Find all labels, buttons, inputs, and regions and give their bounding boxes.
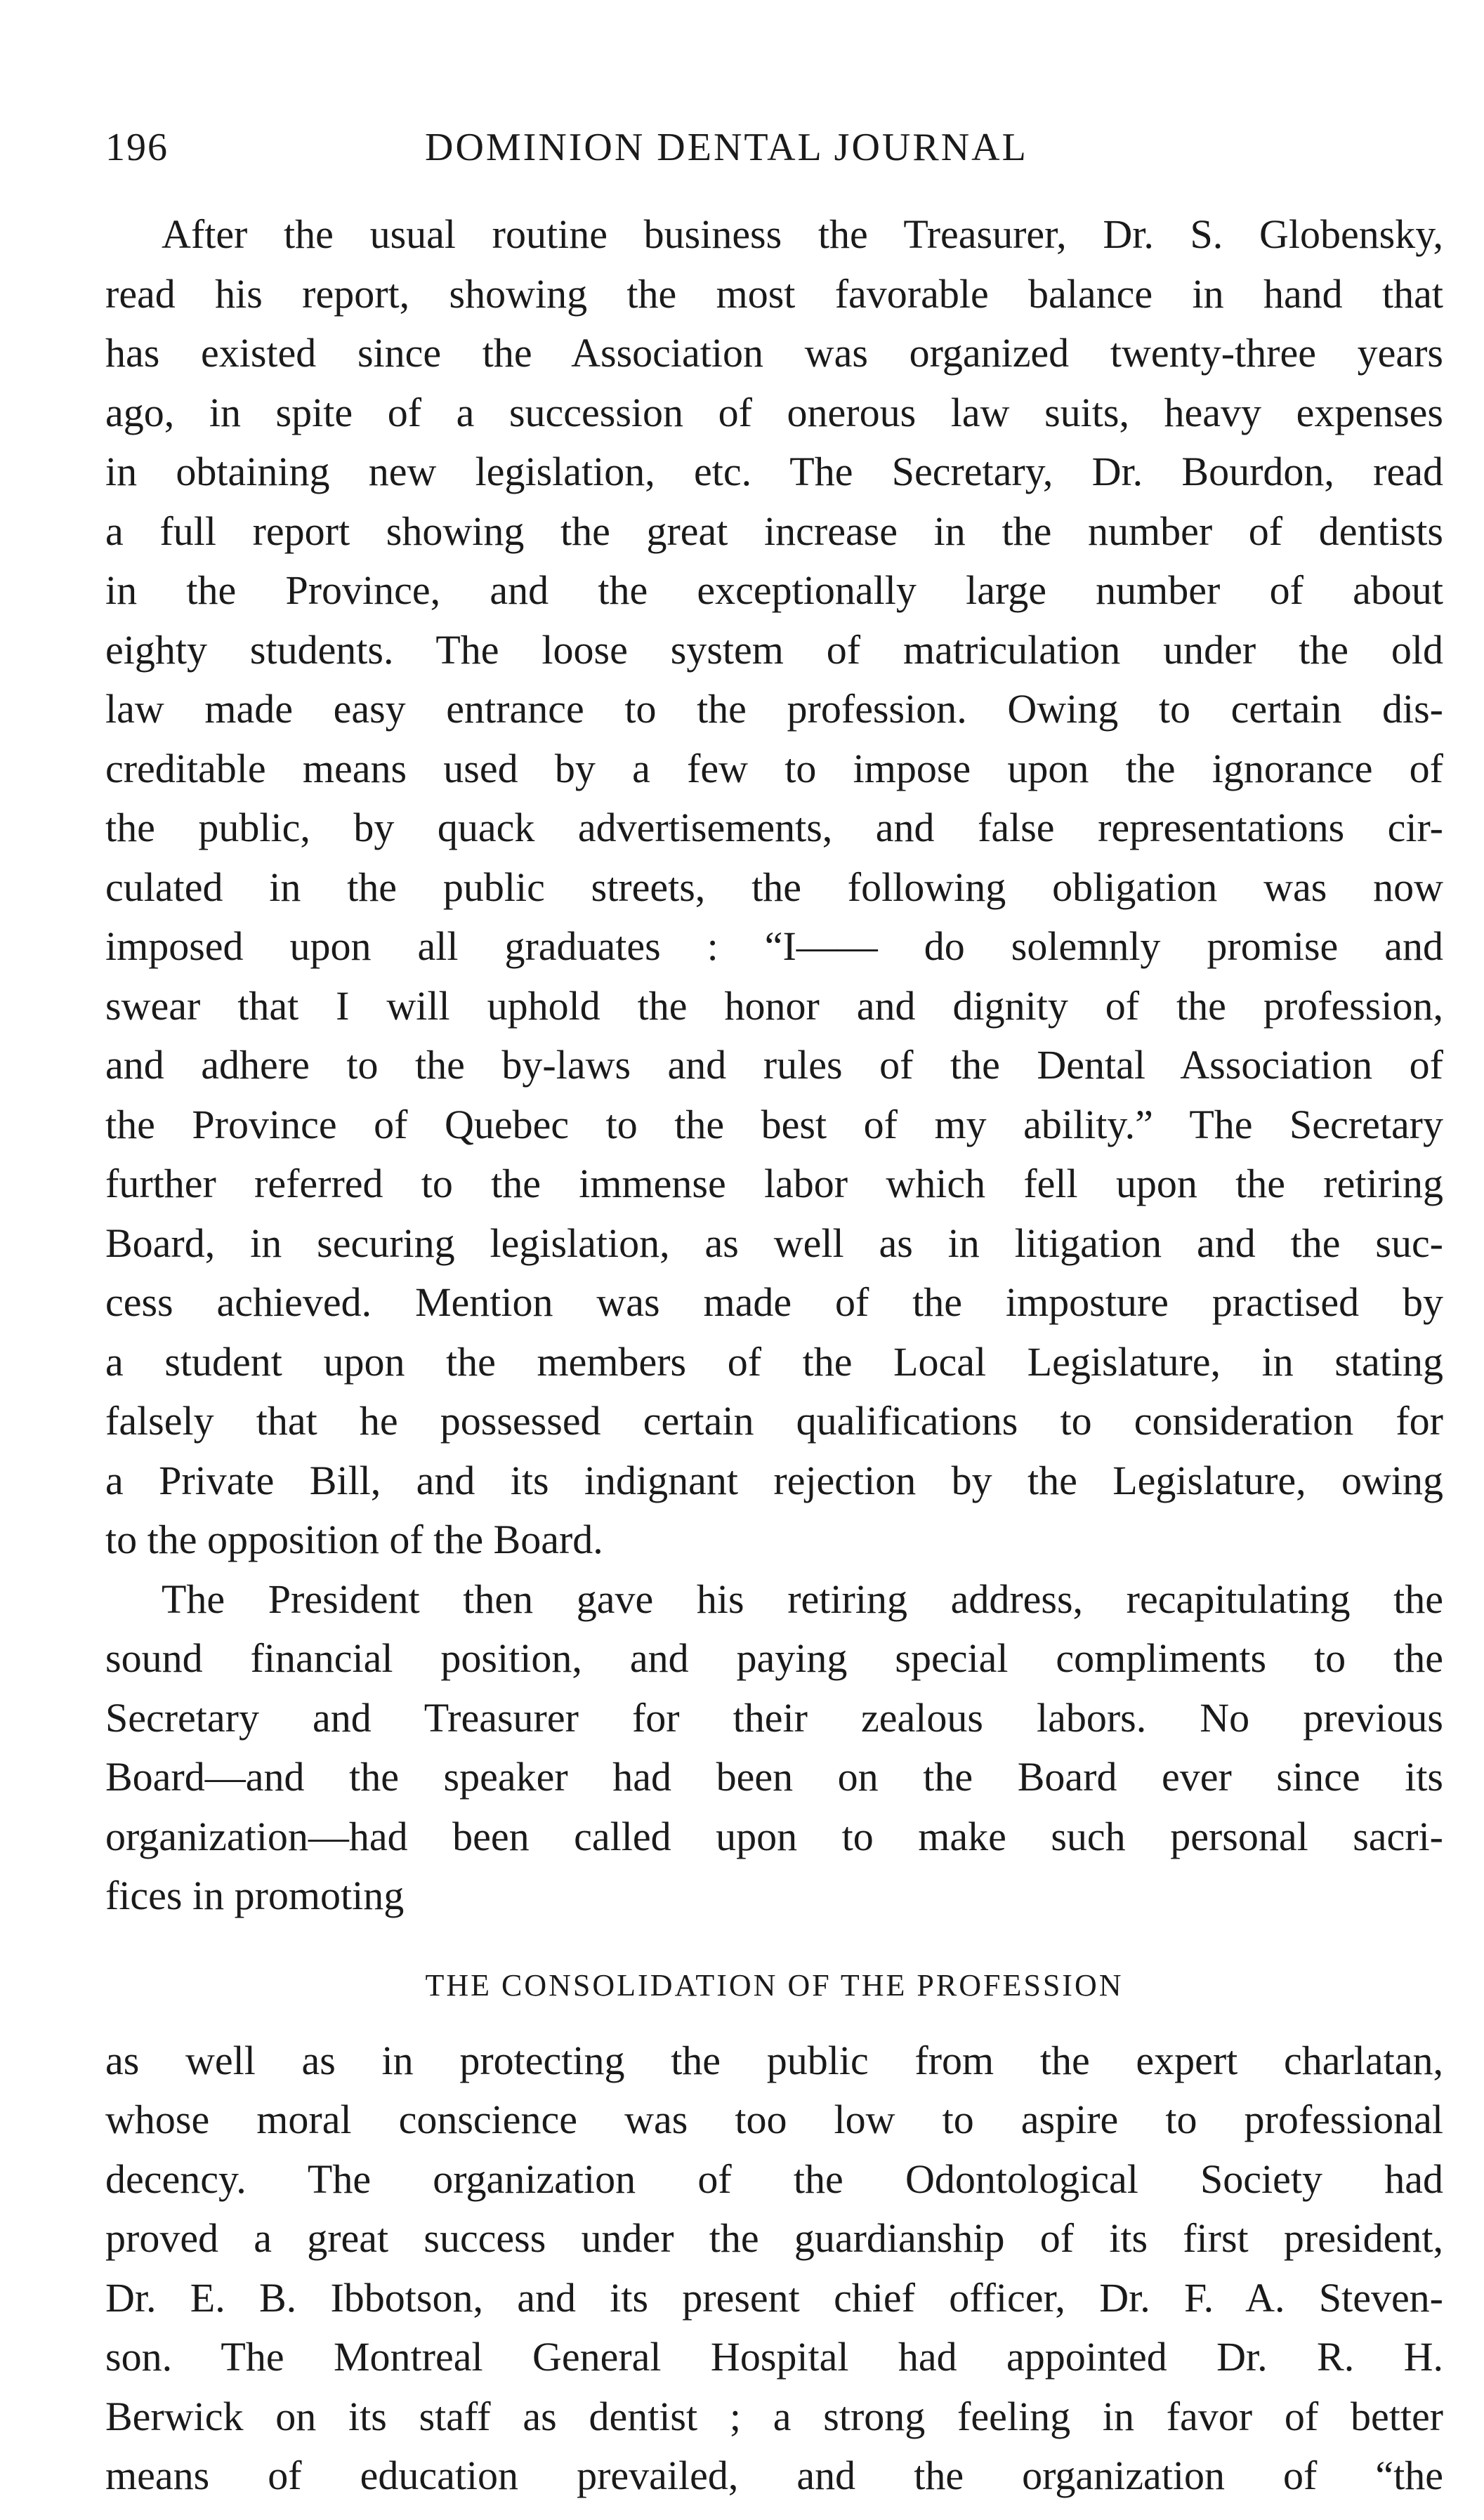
page-number: 196 bbox=[105, 126, 169, 169]
text-line: imposed upon all graduates : “I—— do solemnly promise and bbox=[105, 923, 1443, 969]
text-line: the public, by quack advertisements, and false representations cir- bbox=[105, 805, 1443, 850]
text-line: further referred to the immense labor which fell upon the retiring bbox=[105, 1161, 1443, 1206]
text-line: Board, in securing legislation, as well as in litigation and the suc- bbox=[105, 1220, 1443, 1266]
text-line: and adhere to the by-laws and rules of the Dental Association of bbox=[105, 1042, 1443, 1088]
paragraph-treasurer-secretary-report bbox=[105, 205, 1443, 1570]
text-line: a Private Bill, and its indignant rejection by the Legislature, owing bbox=[105, 1457, 1443, 1503]
text-line: eighty students. The loose system of matriculation under the old bbox=[105, 626, 1443, 673]
paragraph-consolidation bbox=[105, 2031, 1443, 2506]
text-line: proved a great success under the guardianship of its first president, bbox=[105, 2215, 1443, 2261]
text-line: fices in promoting bbox=[105, 1873, 405, 1918]
text-line: as well as in protecting the public from the expert charlatan, bbox=[105, 2037, 1443, 2083]
journal-title: DOMINION DENTAL JOURNAL bbox=[425, 126, 1028, 169]
paragraph-president-address bbox=[105, 1570, 1443, 1926]
text-line: decency. The organization of the Odontological Society had bbox=[105, 2156, 1443, 2202]
text-line: in obtaining new legislation, etc. The Secretary, Dr. Bourdon, read bbox=[105, 449, 1443, 494]
running-head bbox=[105, 125, 1440, 181]
text-line: swear that I will uphold the honor and dignity of the profession, bbox=[105, 982, 1443, 1029]
text-line: Board—and the speaker had been on the Board ever since its bbox=[105, 1754, 1443, 1800]
text-line: a student upon the members of the Local Legislature, in stating bbox=[105, 1338, 1443, 1385]
text-line: has existed since the Association was organized twenty-three years bbox=[105, 330, 1443, 376]
text-line: law made easy entrance to the profession. Owing to certain dis- bbox=[105, 686, 1443, 732]
text-line: Secretary and Treasurer for their zealous labors. No previous bbox=[105, 1694, 1443, 1741]
text-line: Berwick on its staff as dentist ; a strong feeling in favor of better bbox=[105, 2393, 1443, 2439]
text-line: falsely that he possessed certain qualifications to consideration for bbox=[105, 1398, 1443, 1444]
text-line: sound financial position, and paying special compliments to the bbox=[105, 1635, 1443, 1681]
text-line: The President then gave his retiring address, recapitulating the bbox=[162, 1576, 1443, 1622]
text-line: the Province of Quebec to the best of my ability.” The Secretary bbox=[105, 1101, 1443, 1147]
text-line: a full report showing the great increase in the number of dentists bbox=[105, 508, 1443, 554]
text-line: cess achieved. Mention was made of the imposture practised by bbox=[105, 1279, 1443, 1325]
text-line: read his report, showing the most favorable balance in hand that bbox=[105, 270, 1443, 317]
text-line: son. The Montreal General Hospital had appointed Dr. R. H. bbox=[105, 2334, 1443, 2380]
text-line: ago, in spite of a succession of onerous law suits, heavy expenses bbox=[105, 389, 1443, 435]
text-line: organization—had been called upon to make such personal sacri- bbox=[105, 1813, 1443, 1859]
text-line: whose moral conscience was too low to aspire to professional bbox=[105, 2097, 1443, 2142]
text-line: in the Province, and the exceptionally large number of about bbox=[105, 567, 1443, 613]
text-line: culated in the public streets, the following obligation was now bbox=[105, 864, 1443, 910]
text-line: creditable means used by a few to impose upon the ignorance of bbox=[105, 745, 1443, 791]
text-line: After the usual routine business the Treasurer, Dr. S. Globensky, bbox=[162, 211, 1443, 257]
text-line: means of education prevailed, and the organization of “the bbox=[105, 2453, 1443, 2498]
article-body bbox=[105, 205, 1443, 2506]
text-line: Dr. E. B. Ibbotson, and its present chief officer, Dr. F. A. Steven- bbox=[105, 2274, 1443, 2321]
text-line: to the opposition of the Board. bbox=[105, 1517, 603, 1562]
section-heading: THE CONSOLIDATION OF THE PROFESSION bbox=[425, 1967, 1124, 2003]
